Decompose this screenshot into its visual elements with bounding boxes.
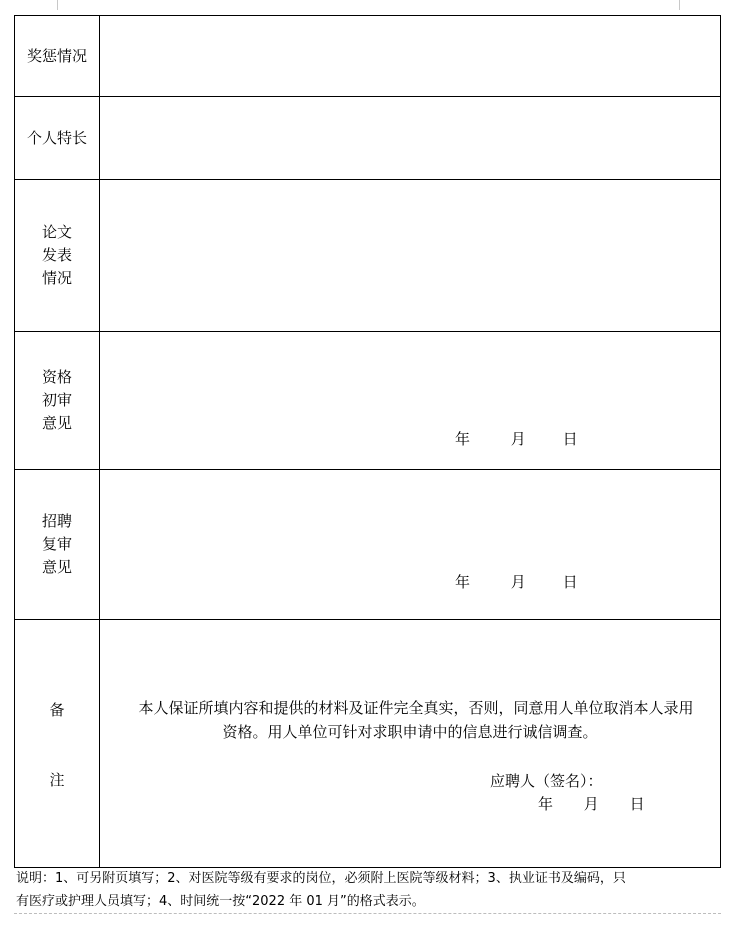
- remarks-label: [15, 620, 100, 868]
- awards-label: 奖惩情况: [15, 16, 100, 97]
- form-footnote: [14, 867, 721, 914]
- papers-label-line: 情况: [41, 269, 72, 287]
- awards-row: [15, 16, 721, 97]
- review-date-day: 日: [562, 573, 578, 591]
- papers-label-line: 发表: [41, 246, 72, 264]
- remarks-label-line: 注: [49, 771, 65, 789]
- papers-row: [15, 180, 721, 332]
- papers-label: [15, 180, 100, 332]
- footnote-line: 说明：1、可另附页填写；2、对医院等级有要求的岗位，必须附上医院等级材料；3、执业证书及编码，只: [16, 871, 626, 886]
- review-label-line: 复审: [41, 535, 72, 553]
- remarks-date-year: 年: [538, 795, 554, 813]
- review-label-line: 招聘: [41, 512, 72, 530]
- prelim-row: [15, 332, 721, 470]
- page-margin-guide-left: [57, 0, 58, 10]
- review-date-year: 年: [455, 573, 471, 591]
- review-label-line: 意见: [41, 558, 72, 576]
- skills-field[interactable]: [100, 97, 721, 180]
- remarks-field[interactable]: [100, 620, 721, 868]
- skills-row: [15, 97, 721, 180]
- review-date: [455, 571, 578, 592]
- prelim-label-line: 资格: [41, 368, 72, 386]
- review-date-month: 月: [510, 573, 526, 591]
- remarks-row: [15, 620, 721, 868]
- skills-label: 个人特长: [15, 97, 100, 180]
- footnote-line: 有医疗或护理人员填写；4、时间统一按“2022 年 01 月”的格式表示。: [16, 894, 425, 909]
- remarks-date-day: 日: [629, 795, 645, 813]
- application-form-table: [14, 15, 721, 868]
- prelim-label-line: 初审: [41, 391, 72, 409]
- applicant-signature-label: 应聘人（签名）：: [490, 772, 603, 790]
- applicant-statement-line: 资格。用人单位可针对求职申请中的信息进行诚信调查。: [222, 723, 598, 741]
- prelim-label: [15, 332, 100, 470]
- review-row: [15, 470, 721, 620]
- applicant-statement: [116, 696, 716, 744]
- applicant-statement-line: 本人保证所填内容和提供的材料及证件完全真实，否则，同意用人单位取消本人录用: [138, 699, 694, 717]
- prelim-field[interactable]: [100, 332, 721, 470]
- page-margin-guide-right: [679, 0, 680, 10]
- remarks-date-month: 月: [583, 795, 599, 813]
- remarks-date: [538, 793, 645, 814]
- review-field[interactable]: [100, 470, 721, 620]
- papers-label-line: 论文: [41, 223, 72, 241]
- prelim-date-year: 年: [455, 430, 471, 448]
- papers-field[interactable]: [100, 180, 721, 332]
- awards-field[interactable]: [100, 16, 721, 97]
- prelim-date: [455, 428, 578, 449]
- review-label: [15, 470, 100, 620]
- prelim-date-month: 月: [510, 430, 526, 448]
- remarks-label-line: 备: [49, 701, 65, 719]
- prelim-date-day: 日: [562, 430, 578, 448]
- prelim-label-line: 意见: [41, 414, 72, 432]
